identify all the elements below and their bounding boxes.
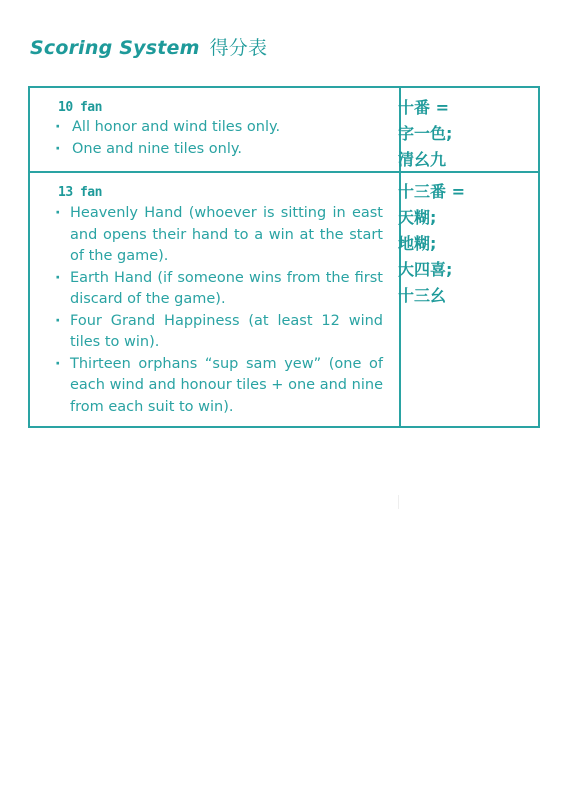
chinese-term: 十番 =	[398, 98, 449, 117]
chinese-term: 十三幺	[398, 286, 447, 305]
list-item: · Heavenly Hand (whoever is sitting in east and opens their hand to a win at the start of the game).	[55, 203, 383, 268]
chinese-term: 天糊;	[398, 208, 437, 227]
title-chinese: 得分表	[209, 37, 268, 59]
list-item: · Earth Hand (if someone wins from the first discard of the game).	[55, 268, 383, 311]
chinese-terms-13	[398, 179, 465, 309]
list-item: · Thirteen orphans “sup sam yew” (one of each wind and honour tiles + one and nine from each suit to win).	[55, 354, 383, 419]
faint-mark	[398, 495, 399, 509]
chinese-terms-10	[398, 95, 452, 173]
list-item: · One and nine tiles only.	[55, 139, 305, 161]
list-item: · Four Grand Happiness (at least 12 wind tiles to win).	[55, 311, 383, 354]
chinese-term: 十三番 =	[398, 182, 465, 201]
chinese-term: 清幺九	[398, 150, 447, 169]
chinese-term: 地糊;	[398, 234, 437, 253]
title-english: Scoring System	[30, 37, 200, 59]
chinese-term: 字一色;	[398, 124, 453, 143]
row-divider	[30, 171, 538, 173]
list-item: · All honor and wind tiles only.	[55, 117, 305, 139]
fan-13-list	[55, 203, 383, 418]
chinese-term: 大四喜;	[398, 260, 453, 279]
fan-heading-13: 13 fan	[58, 185, 102, 200]
fan-10-list	[55, 117, 305, 160]
fan-heading-10: 10 fan	[58, 100, 102, 115]
page-title	[30, 33, 267, 60]
